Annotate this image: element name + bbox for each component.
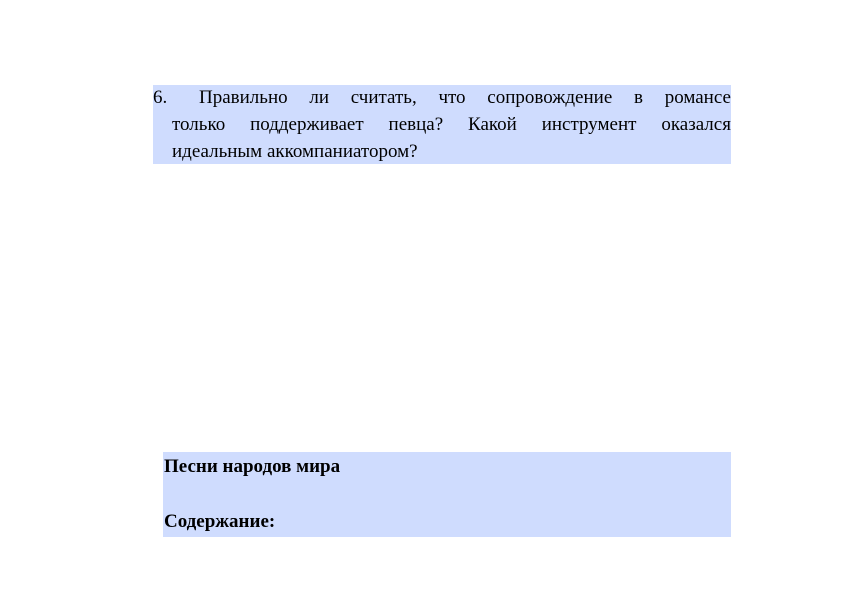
question-word: что [438,87,466,108]
question-word: Правильно [199,87,288,108]
question-word: инструмент [541,114,637,135]
question-word: оказался [661,114,731,135]
question-line-3 [172,141,418,163]
question-word: только [172,114,226,135]
question-line-2 [172,114,731,136]
section-header-block [163,452,731,537]
question-line-1 [199,87,731,109]
question-word: Какой [468,114,517,135]
question-word: певца? [388,114,444,135]
section-title: Песни народов мира [164,456,341,477]
section-contents-heading: Содержание: [164,511,276,532]
question-word: идеальным аккомпаниатором? [172,141,418,162]
question-word: поддерживает [250,114,364,135]
question-word: в [634,87,643,108]
question-number: 6. [153,87,168,108]
question-word: считать, [350,87,417,108]
question-block [153,85,731,164]
question-word: сопровождение [487,87,613,108]
question-word: романсе [664,87,731,108]
question-word: ли [309,87,329,108]
